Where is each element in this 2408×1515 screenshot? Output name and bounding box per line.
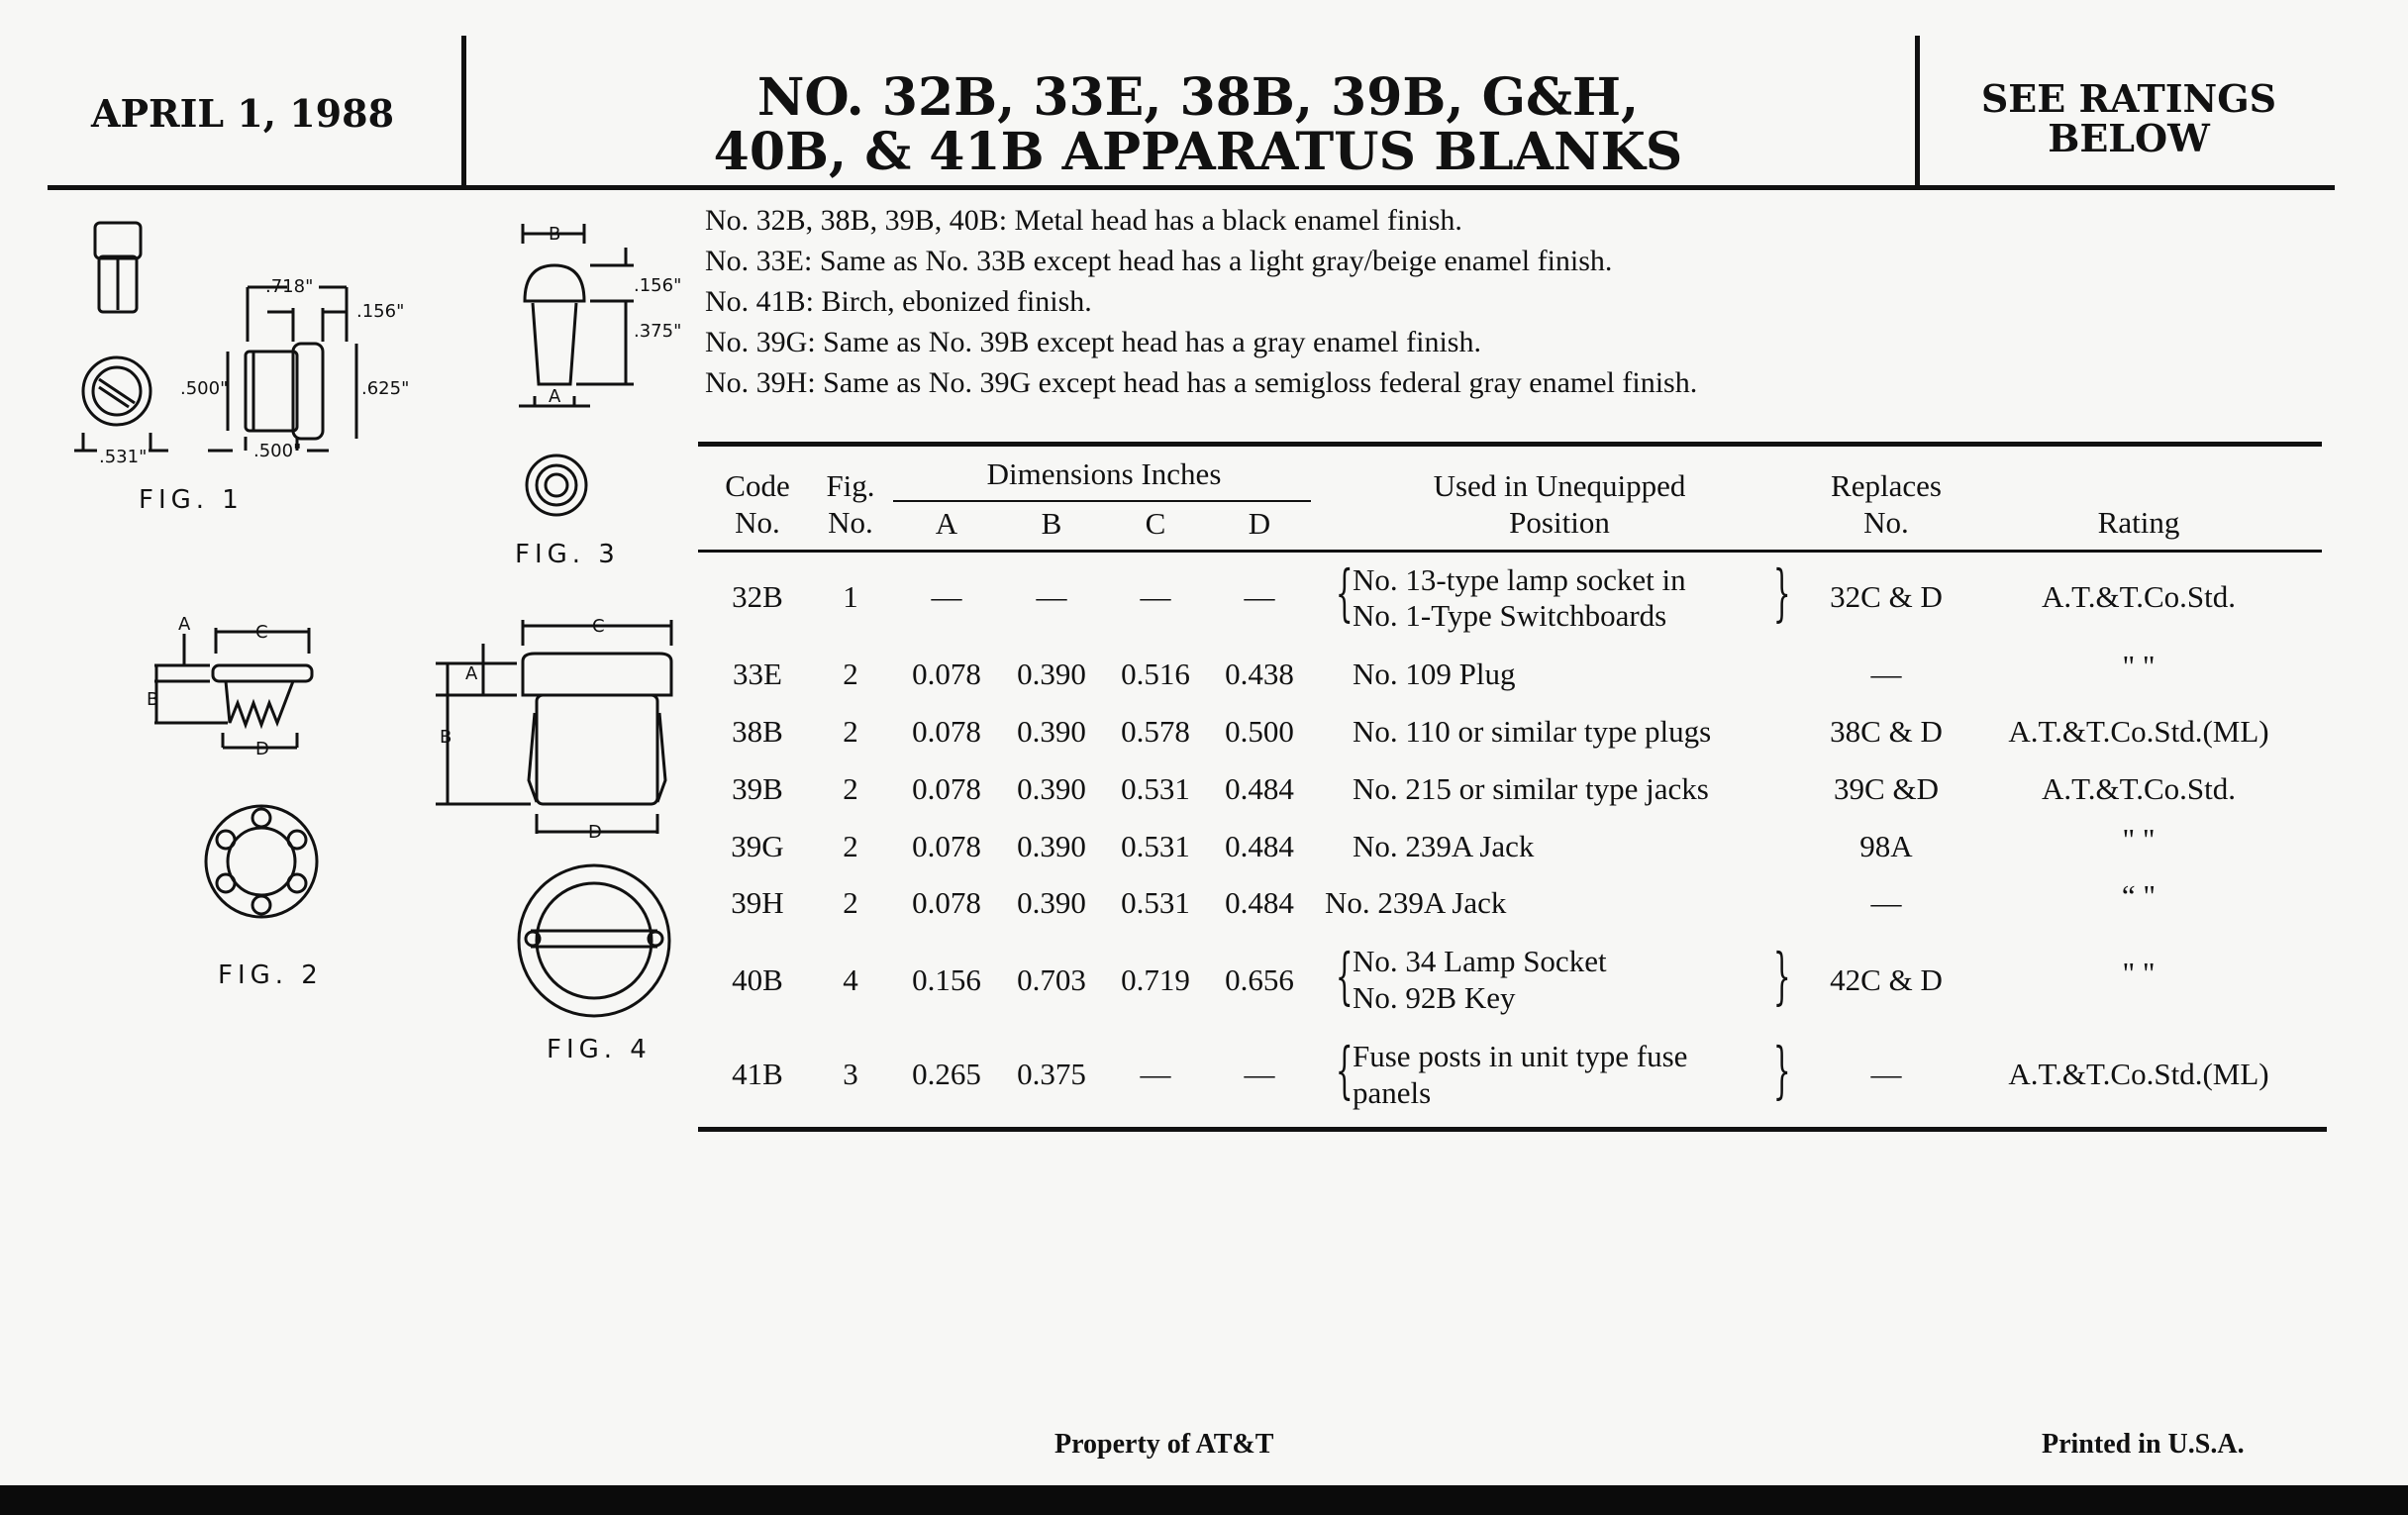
cell-dim-a: 0.156 xyxy=(912,962,981,997)
cell-fig: 4 xyxy=(843,962,858,997)
col-used-header-line2: Position xyxy=(1509,505,1610,541)
cell-code: 40B xyxy=(732,962,783,997)
cell-fig: 3 xyxy=(843,1057,858,1091)
cell-rating: A.T.&T.Co.Std. xyxy=(2041,579,2237,614)
fig4-dim-d: D xyxy=(588,822,602,843)
fig2-dim-d: D xyxy=(255,739,269,759)
cell-rating: A.T.&T.Co.Std.(ML) xyxy=(2008,714,2269,749)
cell-dim-c: 0.531 xyxy=(1121,771,1190,806)
cell-used-line1: Fuse posts in unit type fuse xyxy=(1353,1039,1688,1073)
cell-rating: A.T.&T.Co.Std.(ML) xyxy=(2008,1057,2269,1091)
fig1-dim-500b: .500" xyxy=(253,441,302,461)
cell-dim-a: 0.078 xyxy=(912,885,981,920)
col-used-header-line1: Used in Unequipped xyxy=(1433,468,1686,503)
cell-code: 39H xyxy=(731,885,784,920)
cell-fig: 2 xyxy=(843,771,858,806)
col-code-header xyxy=(708,467,807,541)
ratings-note xyxy=(1931,76,2327,160)
cell-code: 38B xyxy=(732,714,783,749)
cell-dim-b: 0.390 xyxy=(1017,656,1086,691)
cell-dim-a: 0.078 xyxy=(912,656,981,691)
cell-used-line1: No. 34 Lamp Socket xyxy=(1353,944,1607,978)
table-bottom-rule xyxy=(698,1127,2327,1132)
cell-fig: 1 xyxy=(843,579,858,614)
cell-dim-c: 0.719 xyxy=(1121,962,1190,997)
fig3-dim-a: A xyxy=(549,386,561,407)
cell-used-line1: No. 13-type lamp socket in xyxy=(1353,562,1686,597)
col-c-header: C xyxy=(1145,506,1166,541)
cell-dim-d: 0.656 xyxy=(1225,962,1294,997)
col-code-header-line2: No. xyxy=(735,505,780,541)
cell-dim-b: 0.390 xyxy=(1017,771,1086,806)
fig2-drawing xyxy=(139,614,356,951)
note-line: No. 32B, 38B, 39B, 40B: Metal head has a black enamel finish. xyxy=(705,204,1462,237)
cell-dim-c: 0.531 xyxy=(1121,829,1190,863)
cell-dim-c: 0.578 xyxy=(1121,714,1190,749)
header-divider-right xyxy=(1915,36,1920,187)
ratings-line-2: BELOW xyxy=(2048,115,2210,160)
footer-printed: Printed in U.S.A. xyxy=(2042,1429,2245,1460)
cell-rating: A.T.&T.Co.Std. xyxy=(2041,771,2237,806)
cell-replaces: 38C & D xyxy=(1830,714,1943,749)
cell-dim-b: 0.375 xyxy=(1017,1057,1086,1091)
cell-dim-d: — xyxy=(1244,579,1275,614)
cell-code: 39B xyxy=(732,771,783,806)
cell-replaces: — xyxy=(1870,885,1902,920)
cell-used: No. 239A Jack xyxy=(1325,885,1507,920)
cell-replaces: 39C &D xyxy=(1834,771,1939,806)
cell-dim-c: 0.516 xyxy=(1121,656,1190,691)
cell-dim-d: 0.500 xyxy=(1225,714,1294,749)
fig1-dim-531: .531" xyxy=(99,447,148,467)
cell-used-line2: No. 92B Key xyxy=(1353,980,1516,1015)
col-rating-header: Rating xyxy=(2097,505,2180,540)
fig3-dim-b: B xyxy=(549,224,561,245)
table-top-rule xyxy=(698,442,2322,447)
cell-used-line2: No. 1-Type Switchboards xyxy=(1353,598,1667,633)
dimensions-group-rule xyxy=(893,500,1311,502)
cell-replaces: — xyxy=(1870,1057,1902,1091)
brace-open: { xyxy=(1335,1034,1354,1106)
cell-dim-b: 0.390 xyxy=(1017,885,1086,920)
brace-close: } xyxy=(1772,1034,1791,1106)
cell-fig: 2 xyxy=(843,656,858,691)
cell-dim-a: 0.078 xyxy=(912,829,981,863)
cell-rating: “ " xyxy=(2121,878,2157,913)
fig1-dim-718: .718" xyxy=(265,276,314,297)
brace-open: { xyxy=(1335,556,1354,629)
note-line: No. 39G: Same as No. 39B except head has a gray enamel finish. xyxy=(705,326,1481,358)
brace-close: } xyxy=(1772,940,1791,1012)
col-code-header-line1: Code xyxy=(725,468,790,503)
cell-code: 32B xyxy=(732,579,783,614)
cell-dim-c: — xyxy=(1140,1057,1171,1091)
fig1-label: FIG. 1 xyxy=(139,485,244,515)
fig1-dim-625: .625" xyxy=(361,378,410,399)
header-rule xyxy=(48,185,2335,190)
cell-code: 39G xyxy=(731,829,784,863)
footer-property: Property of AT&T xyxy=(1054,1429,1274,1460)
table-header-rule xyxy=(698,550,2322,553)
fig2-dim-c: C xyxy=(255,622,268,643)
fig2-label: FIG. 2 xyxy=(218,960,323,990)
cell-code: 33E xyxy=(733,656,782,691)
col-replaces-header-line1: Replaces xyxy=(1831,468,1942,503)
fig1-dim-500a: .500" xyxy=(180,378,229,399)
cell-dim-b: — xyxy=(1036,579,1067,614)
fig2-dim-b: B xyxy=(147,689,159,710)
fig3-label: FIG. 3 xyxy=(515,540,620,569)
cell-rating: " " xyxy=(2122,822,2156,857)
ratings-line-1: SEE RATINGS xyxy=(1980,76,2277,121)
cell-replaces: 98A xyxy=(1859,829,1913,863)
brace-close: } xyxy=(1772,556,1791,629)
note-line: No. 39H: Same as No. 39G except head has a semigloss federal gray enamel finish. xyxy=(705,366,1698,399)
col-b-header: B xyxy=(1041,506,1062,541)
fig3-drawing xyxy=(505,218,693,555)
cell-dim-a: — xyxy=(931,579,962,614)
cell-dim-c: — xyxy=(1140,579,1171,614)
fig4-dim-b: B xyxy=(440,727,452,748)
cell-code: 41B xyxy=(732,1057,783,1091)
cell-dim-a: 0.265 xyxy=(912,1057,981,1091)
cell-used: No. 215 or similar type jacks xyxy=(1353,771,1709,806)
cell-dim-a: 0.078 xyxy=(912,771,981,806)
fig4-drawing xyxy=(426,604,693,1040)
cell-rating: " " xyxy=(2122,956,2156,990)
fig1-dim-156: .156" xyxy=(356,301,405,322)
cell-dim-a: 0.078 xyxy=(912,714,981,749)
cell-dim-c: 0.531 xyxy=(1121,885,1190,920)
cell-used: No. 110 or similar type plugs xyxy=(1353,714,1712,749)
cell-fig: 2 xyxy=(843,829,858,863)
col-used-header xyxy=(1332,467,1787,541)
cell-dim-d: 0.438 xyxy=(1225,656,1294,691)
cell-dim-d: 0.484 xyxy=(1225,771,1294,806)
col-a-header: A xyxy=(935,506,958,541)
fig2-dim-a: A xyxy=(178,614,191,635)
col-d-header: D xyxy=(1248,506,1271,541)
cell-dim-d: 0.484 xyxy=(1225,829,1294,863)
page-title xyxy=(475,67,1921,182)
fig4-dim-a: A xyxy=(465,663,478,684)
cell-dim-b: 0.390 xyxy=(1017,714,1086,749)
fig4-label: FIG. 4 xyxy=(547,1035,652,1064)
fig3-dim-156: .156" xyxy=(634,275,682,296)
col-fig-header-line1: Fig. xyxy=(826,468,875,503)
brace-open: { xyxy=(1335,940,1354,1012)
cell-dim-b: 0.390 xyxy=(1017,829,1086,863)
cell-replaces: 42C & D xyxy=(1830,962,1943,997)
fig4-dim-c: C xyxy=(592,616,605,637)
cell-dim-b: 0.703 xyxy=(1017,962,1086,997)
cell-replaces: 32C & D xyxy=(1830,579,1943,614)
col-replaces-header-line2: No. xyxy=(1863,505,1909,541)
header-divider-left xyxy=(461,36,466,187)
title-line-2: 40B, & 41B APPARATUS BLANKS xyxy=(713,121,1683,182)
col-dimensions-group-header: Dimensions Inches xyxy=(986,456,1222,491)
col-fig-header xyxy=(810,467,891,541)
cell-used-line2: panels xyxy=(1353,1075,1432,1110)
cell-dim-d: — xyxy=(1244,1057,1275,1091)
fig1-drawing xyxy=(59,213,436,470)
cell-fig: 2 xyxy=(843,714,858,749)
cell-dim-d: 0.484 xyxy=(1225,885,1294,920)
cell-used: No. 109 Plug xyxy=(1353,656,1516,691)
title-line-1: NO. 32B, 33E, 38B, 39B, G&H, xyxy=(756,67,1640,128)
col-fig-header-line2: No. xyxy=(828,505,873,541)
note-line: No. 33E: Same as No. 33B except head has a light gray/beige enamel finish. xyxy=(705,245,1613,277)
cell-fig: 2 xyxy=(843,885,858,920)
col-replaces-header xyxy=(1787,467,1985,541)
cell-rating: " " xyxy=(2122,649,2156,683)
fig3-dim-375: .375" xyxy=(634,321,682,342)
note-line: No. 41B: Birch, ebonized finish. xyxy=(705,285,1092,318)
issue-date: APRIL 1, 1988 xyxy=(90,91,395,136)
cell-used: No. 239A Jack xyxy=(1353,829,1535,863)
cell-replaces: — xyxy=(1870,656,1902,691)
